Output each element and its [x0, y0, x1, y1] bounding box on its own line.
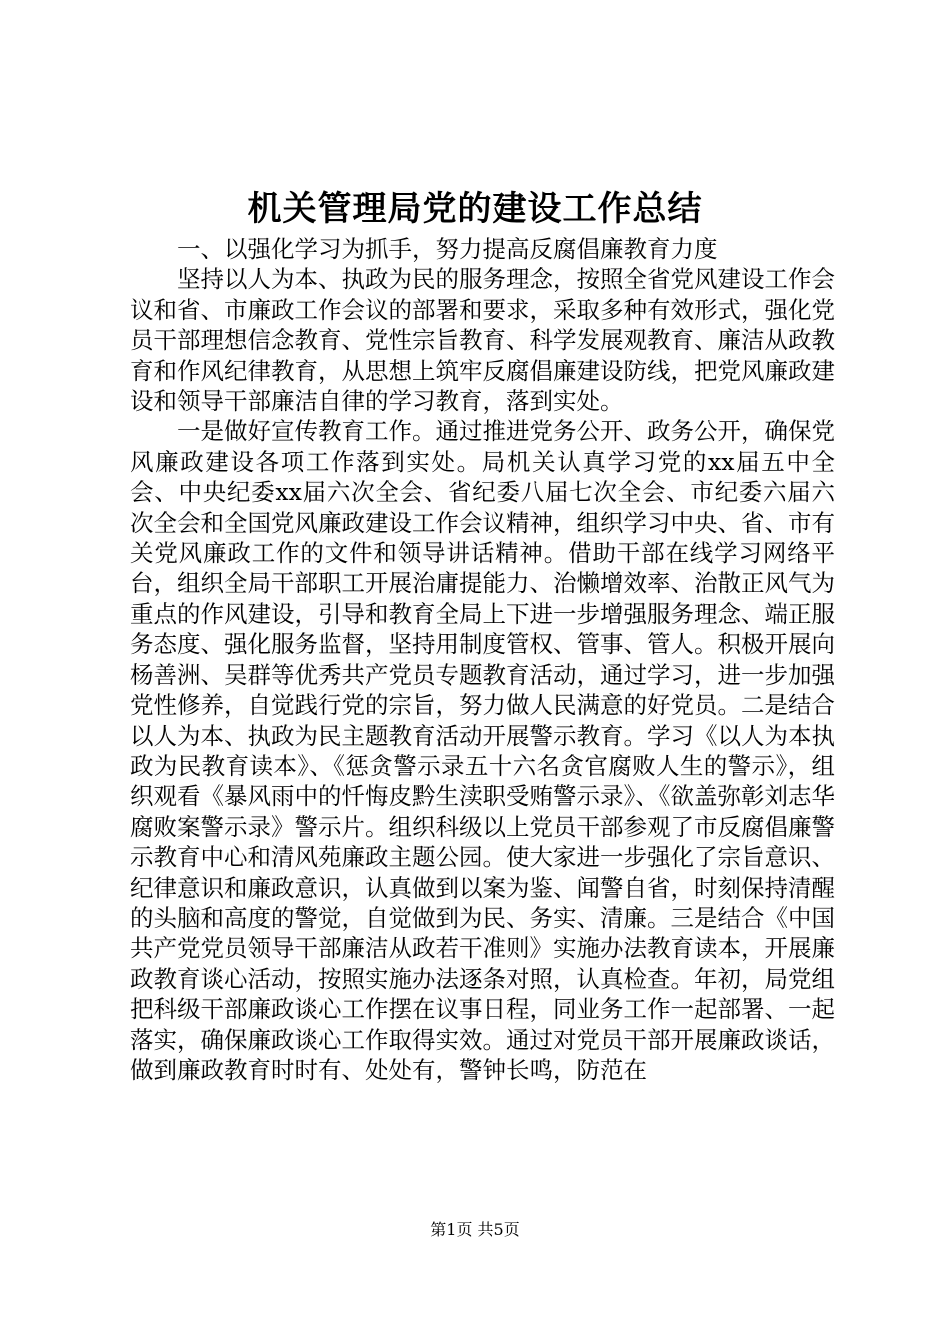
document-title: 机关管理局党的建设工作总结 [247, 189, 703, 229]
body-paragraph: 一是做好宣传教育工作。通过推进党务公开、政务公开，确保党风廉政建设各项工作落到实处。局机关认真学习党的xx届五中全会、中央纪委xx届六次全会、省纪委八届七次全会、市纪委六届六次全会和全国党风廉政建设工作会议精神，组织学习中央、省、市有关党风廉政工作的文件和领导讲话精神。借助干部在线学习网络平台，组织全局干部职工开展治庸提能力、治懒增效率、治散正风气为重点的作风建设，引导和教育全局上下进一步增强服务理念、端正服务态度、强化服务监督，坚持用制度管权、管事、管人。积极开展向杨善洲、吴群等优秀共产党员专题教育活动，通过学习，进一步加强党性修养，自觉践行党的宗旨，努力做人民满意的好党员。二是结合以人为本、执政为民主题教育活动开展警示教育。学习《以人为本执政为民教育读本》、《惩贪警示录五十六名贪官腐败人生的警示》，组织观看《暴风雨中的忏悔皮黔生渎职受贿警示录》、《欲盖弥彰刘志华腐败案警示录》警示片。组织科级以上党员干部参观了市反腐倡廉警示教育中心和清风苑廉政主题公园。使大家进一步强化了宗旨意识、纪律意识和廉政意识，认真做到以案为鉴、闻警自省，时刻保持清醒的头脑和高度的警觉，自觉做到为民、务实、清廉。三是结合《中国共产党党员领导干部廉洁从政若干准则》实施办法教育读本，开展廉政教育谈心活动，按照实施办法逐条对照，认真检查。年初，局党组把科级干部廉政谈心工作摆在议事日程，同业务工作一起部署、一起落实，确保廉政谈心工作取得实效。通过对党员干部开展廉政谈话，做到廉政教育时时有、处处有，警钟长鸣，防范在 [130, 417, 835, 1084]
document-body [130, 234, 835, 1085]
body-paragraph: 坚持以人为本、执政为民的服务理念，按照全省党风建设工作会议和省、市廉政工作会议的部署和要求，采取多种有效形式，强化党员干部理想信念教育、党性宗旨教育、科学发展观教育、廉洁从政教育和作风纪律教育，从思想上筑牢反腐倡廉建设防线，把党风廉政建设和领导干部廉洁自律的学习教育，落到实处。 [130, 265, 835, 416]
page-number-footer: 第1页 共5页 [430, 1220, 520, 1239]
section-heading: 一、以强化学习为抓手，努力提高反腐倡廉教育力度 [177, 235, 718, 263]
